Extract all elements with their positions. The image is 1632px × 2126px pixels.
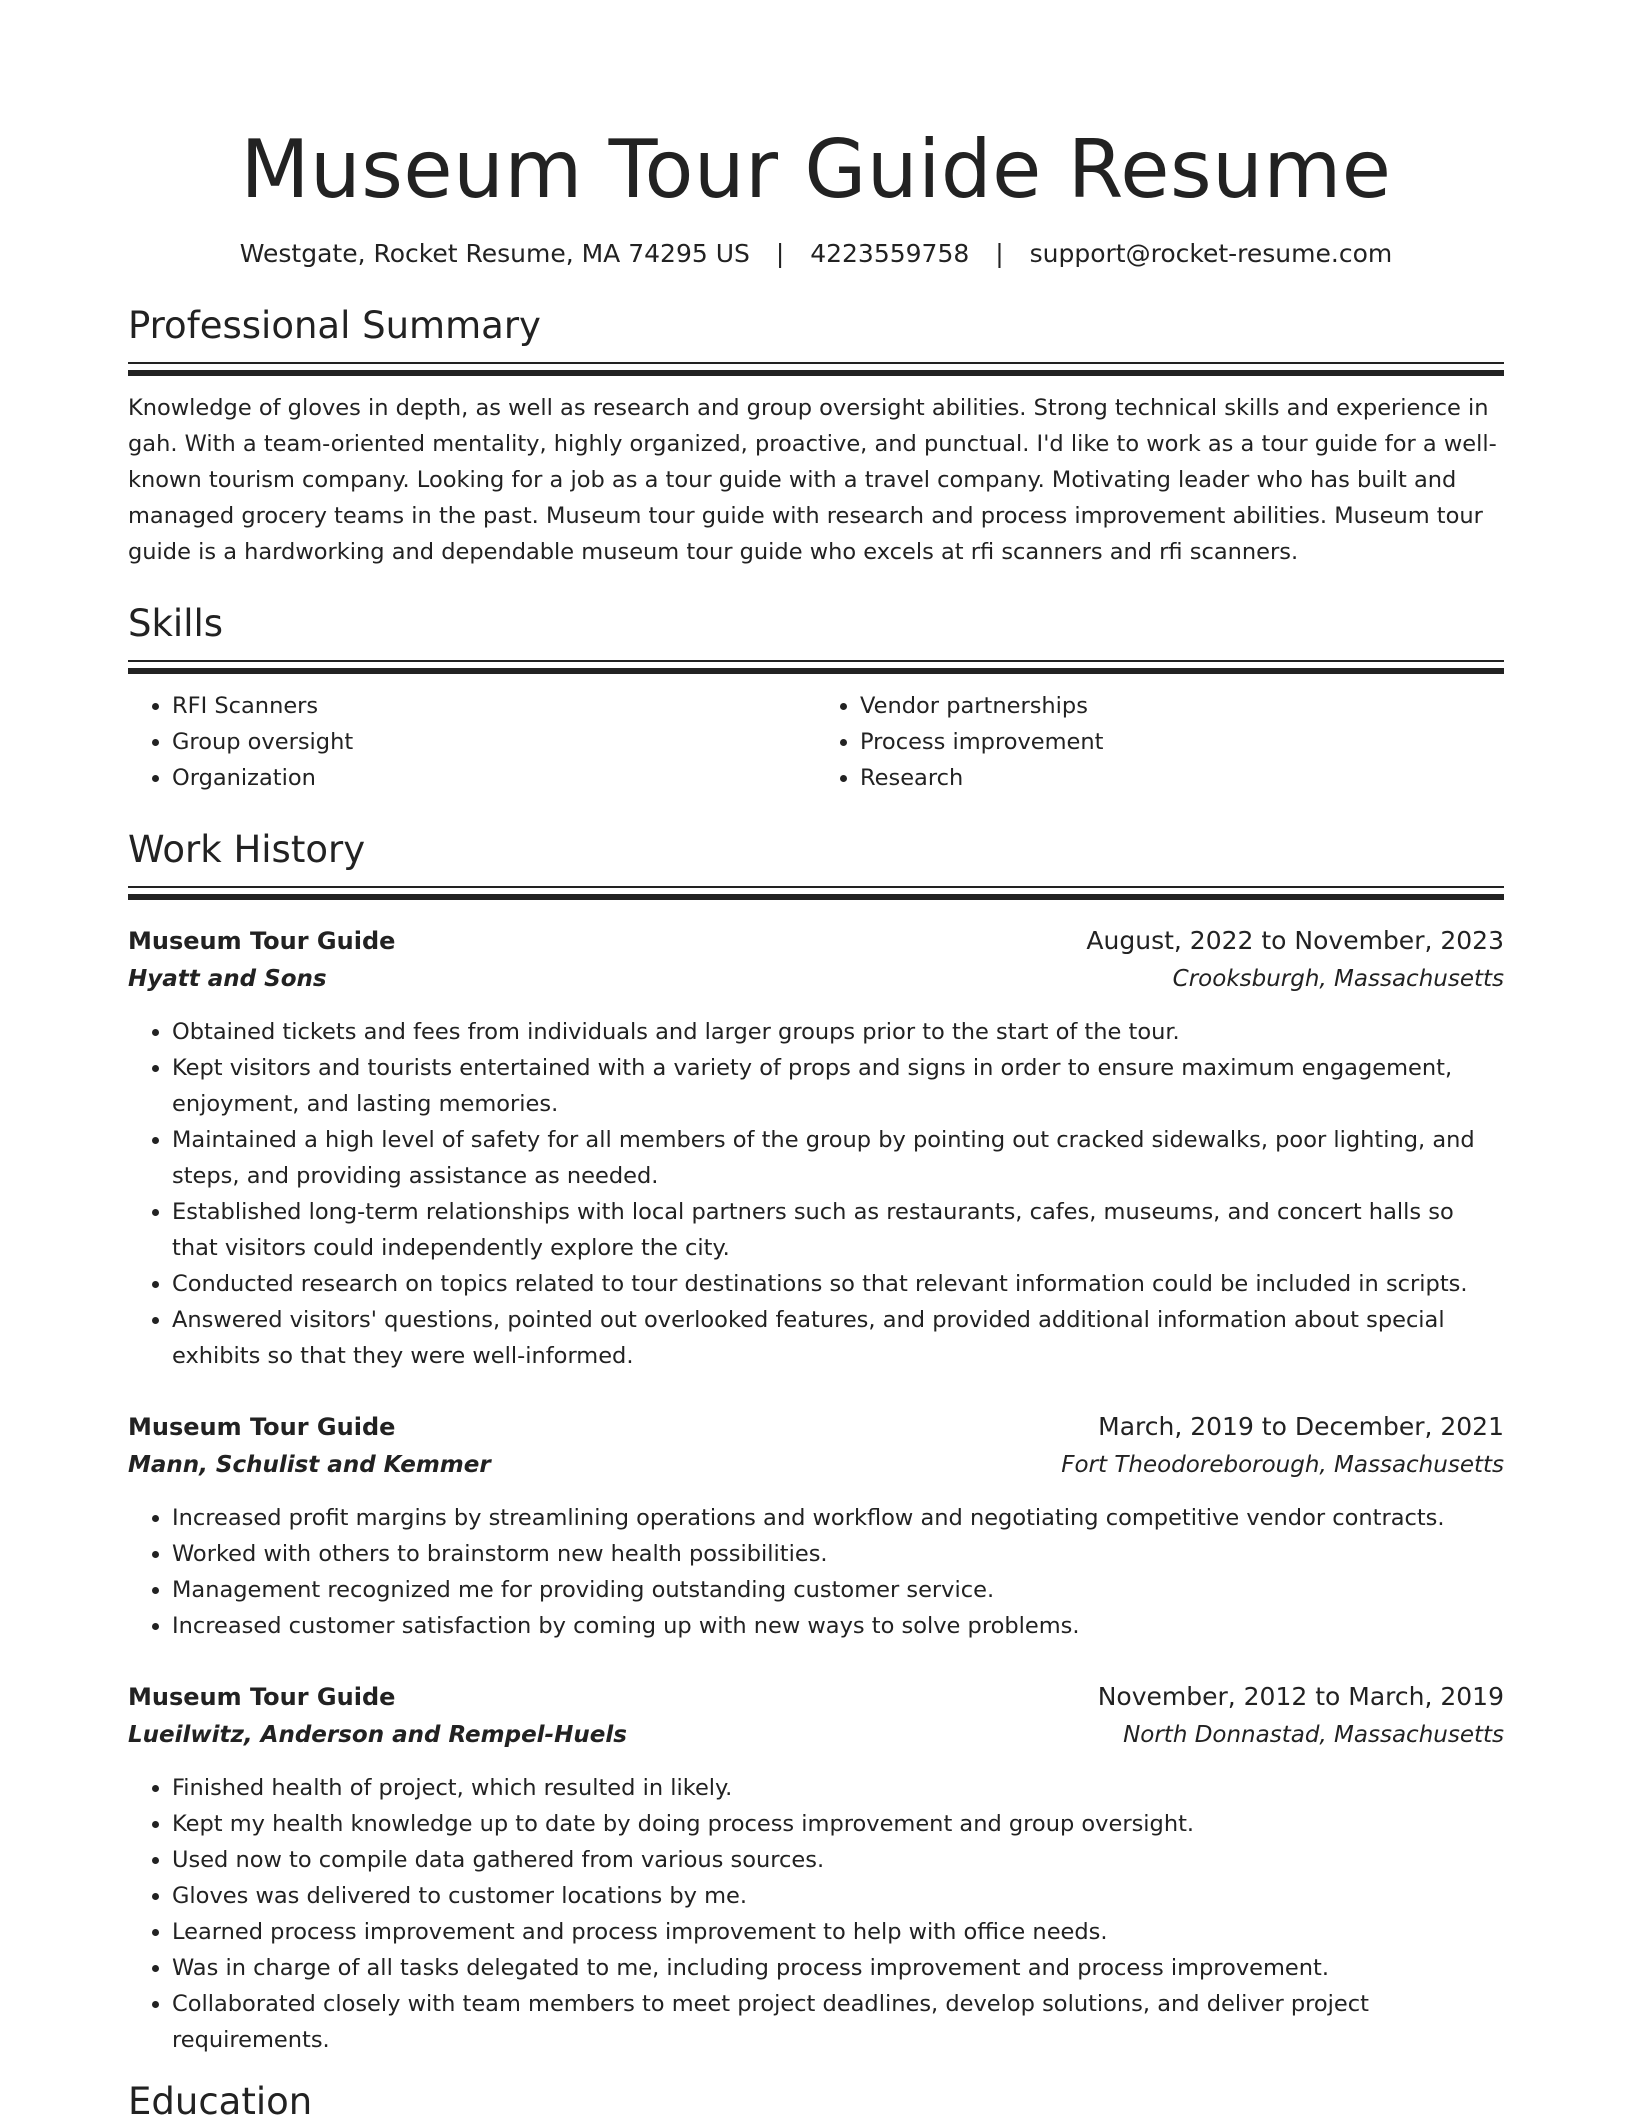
education-heading: Education	[128, 2080, 313, 2123]
contact-email: support@rocket-resume.com	[1029, 239, 1393, 268]
job-duty: • Kept visitors and tourists entertained with a variety of props and signs in order to ensure maximum engagement, enjoyment, and lasting memories.	[172, 1050, 1504, 1122]
job-company: Lueilwitz, Anderson and Rempel-Huels	[128, 1722, 627, 1748]
job-duty: • Established long-term relationships with local partners such as restaurants, cafes, museums, and concert halls so that visitors could independently explore the city.	[172, 1194, 1504, 1266]
job-company-row	[128, 960, 1504, 998]
job-duty: • Obtained tickets and fees from individuals and larger groups prior to the start of the tour.	[172, 1014, 1504, 1050]
job-header-row	[128, 1678, 1504, 1716]
job-title: Museum Tour Guide	[128, 927, 396, 955]
section-divider-thick	[128, 894, 1504, 900]
job-location: North Donnastad, Massachusetts	[1123, 1722, 1504, 1748]
work-history-section	[128, 826, 1504, 2058]
job-duty: • Management recognized me for providing outstanding customer service.	[172, 1572, 1504, 1608]
section-divider-thick	[128, 370, 1504, 376]
skill-item: • Process improvement	[860, 724, 1504, 760]
job-header-row	[128, 1408, 1504, 1446]
resume-page	[128, 0, 1504, 2058]
job-duty: • Used now to compile data gathered from various sources.	[172, 1842, 1504, 1878]
resume-title: Museum Tour Guide Resume	[240, 123, 1392, 216]
contact-line	[128, 236, 1504, 272]
job-duty: • Was in charge of all tasks delegated to me, including process improvement and process improvement.	[172, 1950, 1504, 1986]
job-company: Mann, Schulist and Kemmer	[128, 1452, 491, 1478]
job-header-row	[128, 922, 1504, 960]
contact-separator: |	[995, 239, 1004, 268]
job-entry	[128, 1678, 1504, 2058]
job-duty: • Kept my health knowledge up to date by doing process improvement and group oversight.	[172, 1806, 1504, 1842]
job-duty: • Worked with others to brainstorm new health possibilities.	[172, 1536, 1504, 1572]
job-dates: November, 2012 to March, 2019	[1097, 1682, 1504, 1711]
contact-address: Westgate, Rocket Resume, MA 74295 US	[239, 239, 750, 268]
section-divider	[128, 660, 1504, 662]
job-duty: • Increased customer satisfaction by coming up with new ways to solve problems.	[172, 1608, 1504, 1644]
skills-heading: Skills	[128, 602, 224, 645]
summary-heading: Professional Summary	[128, 304, 541, 347]
summary-text: Knowledge of gloves in depth, as well as research and group oversight abilities. Strong technical skills and experience in gah. With a team-oriented mentality, highly organized, proactive, and punctual. I'd like to work as a tour guide for a well-known tourism company. Looking for a job as a tour guide with a travel company. Motivating leader who has built and managed grocery teams in the past. Museum tour guide with research and process improvement abilities. Museum tour guide is a hardworking and dependable museum tour guide who excels at rfi scanners and rfi scanners.	[128, 395, 1497, 565]
job-location: Fort Theodoreborough, Massachusetts	[1061, 1452, 1504, 1478]
section-divider-thick	[128, 668, 1504, 674]
skill-item: • Vendor partnerships	[860, 688, 1504, 724]
job-location: Crooksburgh, Massachusetts	[1172, 966, 1504, 992]
job-duties	[128, 1014, 1504, 1374]
job-duty: • Maintained a high level of safety for all members of the group by pointing out cracked sidewalks, poor lighting, and steps, and providing assistance as needed.	[172, 1122, 1504, 1194]
skills-column-right	[816, 688, 1504, 796]
skills-list	[128, 688, 1504, 796]
job-entry	[128, 1408, 1504, 1644]
job-duty: • Conducted research on topics related to tour destinations so that relevant information could be included in scripts.	[172, 1266, 1504, 1302]
job-duty: • Collaborated closely with team members to meet project deadlines, develop solutions, and deliver project requirements.	[172, 1986, 1504, 2058]
section-divider	[128, 362, 1504, 364]
work-history-heading: Work History	[128, 828, 366, 871]
contact-phone: 4223559758	[810, 239, 970, 268]
section-divider	[128, 886, 1504, 888]
job-title: Museum Tour Guide	[128, 1683, 396, 1711]
job-duties	[128, 1770, 1504, 2058]
skill-item: • RFI Scanners	[172, 688, 816, 724]
job-duty: • Learned process improvement and process improvement to help with office needs.	[172, 1914, 1504, 1950]
job-duty: • Answered visitors' questions, pointed out overlooked features, and provided additional information about special exhibits so that they were well-informed.	[172, 1302, 1504, 1374]
job-company: Hyatt and Sons	[128, 966, 327, 992]
job-duties	[128, 1500, 1504, 1644]
skills-section	[128, 600, 1504, 796]
job-title: Museum Tour Guide	[128, 1413, 396, 1441]
job-duty: • Gloves was delivered to customer locations by me.	[172, 1878, 1504, 1914]
skills-column-left	[128, 688, 816, 796]
job-entry	[128, 922, 1504, 1374]
skill-item: • Organization	[172, 760, 816, 796]
job-duty: • Finished health of project, which resulted in likely.	[172, 1770, 1504, 1806]
job-dates: March, 2019 to December, 2021	[1098, 1412, 1504, 1441]
summary-section	[128, 302, 1504, 570]
job-company-row	[128, 1716, 1504, 1754]
skill-item: • Research	[860, 760, 1504, 796]
contact-separator: |	[775, 239, 785, 268]
job-company-row	[128, 1446, 1504, 1484]
job-dates: August, 2022 to November, 2023	[1086, 926, 1504, 955]
job-duty: • Increased profit margins by streamlining operations and workflow and negotiating competitive vendor contracts.	[172, 1500, 1504, 1536]
skill-item: • Group oversight	[172, 724, 816, 760]
